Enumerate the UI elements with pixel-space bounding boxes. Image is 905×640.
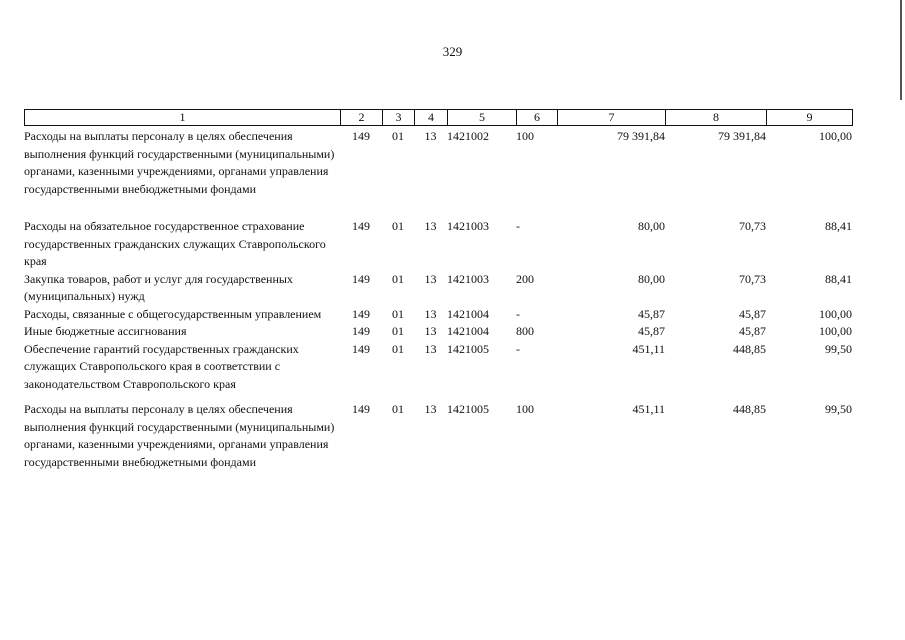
cell-col-8: 448,85 [733, 402, 766, 416]
cell-col-6: - [516, 341, 520, 356]
cell-col-5: 1421003 [447, 271, 489, 286]
cell-col-6: - [516, 219, 520, 233]
cell-col-3: 01 [392, 324, 404, 338]
cell-col-3: 01 [392, 402, 404, 416]
cell-col-3: 01 [392, 129, 404, 143]
cell-col-9: 100,00 [819, 324, 852, 338]
cell-col-4: 13 [424, 324, 437, 338]
cell-col-2: 149 [352, 219, 370, 233]
cell-col-8: 45,87 [739, 324, 766, 338]
cell-col-9: 88,41 [825, 219, 852, 233]
cell-col-4: 13 [424, 306, 437, 321]
expense-table [24, 128, 852, 471]
column-header-3: 3 [383, 110, 415, 126]
row-name: Иные бюджетные ассигнования [24, 324, 187, 338]
cell-col-9: 99,50 [825, 402, 852, 416]
cell-col-8: 45,87 [739, 306, 766, 321]
cell-col-5: 1421002 [447, 129, 489, 143]
row-name: Расходы, связанные с общегосударственным управлением [24, 306, 322, 321]
cell-col-4: 13 [424, 129, 437, 143]
row-name: Расходы на обязательное государственное страхование государственных гражданских служащих Ставропольского края [24, 219, 326, 268]
cell-col-2: 149 [352, 129, 370, 143]
table-row [24, 218, 852, 271]
row-name: Обеспечение гарантий государственных гражданских служащих Ставропольского края в соответствии с законодательством Ставропольского края [24, 341, 299, 391]
cell-col-3: 01 [392, 219, 404, 233]
cell-col-8: 70,73 [739, 219, 766, 233]
cell-col-6: 800 [516, 324, 534, 338]
row-spacer [24, 393, 852, 401]
cell-col-6: 200 [516, 271, 534, 286]
table-row [24, 306, 852, 324]
cell-col-9: 88,41 [825, 271, 852, 286]
column-header-5: 5 [448, 110, 517, 126]
table-row [24, 323, 852, 341]
column-header-1: 1 [25, 110, 341, 126]
column-header-row [24, 109, 853, 126]
column-header-4: 4 [415, 110, 448, 126]
cell-col-5: 1421004 [447, 324, 489, 338]
cell-col-2: 149 [352, 324, 370, 338]
cell-col-2: 149 [352, 271, 370, 286]
cell-col-9: 100,00 [819, 306, 852, 321]
cell-col-2: 149 [352, 341, 370, 356]
cell-col-6: 100 [516, 402, 534, 416]
row-spacer [24, 198, 852, 218]
cell-col-9: 99,50 [825, 341, 852, 356]
cell-col-4: 13 [424, 402, 437, 416]
table-row [24, 401, 852, 471]
cell-col-7: 45,87 [638, 306, 665, 321]
row-name: Расходы на выплаты персоналу в целях обеспечения выполнения функций государственными (муниципальными) органами, казенными учреждениями, органами управления государственными внебюджетными фондами [24, 402, 335, 469]
table-row [24, 271, 852, 306]
row-name: Закупка товаров, работ и услуг для государственных (муниципальных) нужд [24, 271, 293, 303]
cell-col-7: 80,00 [638, 271, 665, 286]
cell-col-8: 448,85 [733, 341, 766, 356]
column-header-7: 7 [558, 110, 666, 126]
cell-col-9: 100,00 [819, 129, 852, 143]
cell-col-7: 79 391,84 [617, 129, 665, 143]
cell-col-5: 1421004 [447, 306, 489, 321]
cell-col-7: 451,11 [632, 341, 665, 356]
cell-col-5: 1421005 [447, 341, 489, 356]
cell-col-4: 13 [424, 341, 437, 356]
cell-col-4: 13 [424, 219, 437, 233]
column-header-8: 8 [666, 110, 767, 126]
cell-col-6: 100 [516, 129, 534, 143]
cell-col-3: 01 [392, 271, 404, 286]
cell-col-4: 13 [424, 271, 437, 286]
cell-col-5: 1421003 [447, 219, 489, 233]
cell-col-2: 149 [352, 306, 370, 321]
cell-col-2: 149 [352, 402, 370, 416]
table-row [24, 341, 852, 394]
cell-col-7: 80,00 [638, 219, 665, 233]
cell-col-6: - [516, 306, 520, 321]
cell-col-7: 45,87 [638, 324, 665, 338]
cell-col-8: 79 391,84 [718, 129, 766, 143]
cell-col-7: 451,11 [632, 402, 665, 416]
column-header-6: 6 [517, 110, 558, 126]
cell-col-5: 1421005 [447, 402, 489, 416]
column-header-2: 2 [341, 110, 383, 126]
cell-col-3: 01 [392, 341, 404, 356]
column-header-9: 9 [767, 110, 853, 126]
cell-col-3: 01 [392, 306, 404, 321]
page-number: 329 [442, 44, 463, 59]
cell-col-8: 70,73 [739, 271, 766, 286]
table-row [24, 128, 852, 198]
row-name: Расходы на выплаты персоналу в целях обеспечения выполнения функций государственными (муниципальными) органами, казенными учреждениями, органами управления государственными внебюджетными фондами [24, 129, 335, 196]
